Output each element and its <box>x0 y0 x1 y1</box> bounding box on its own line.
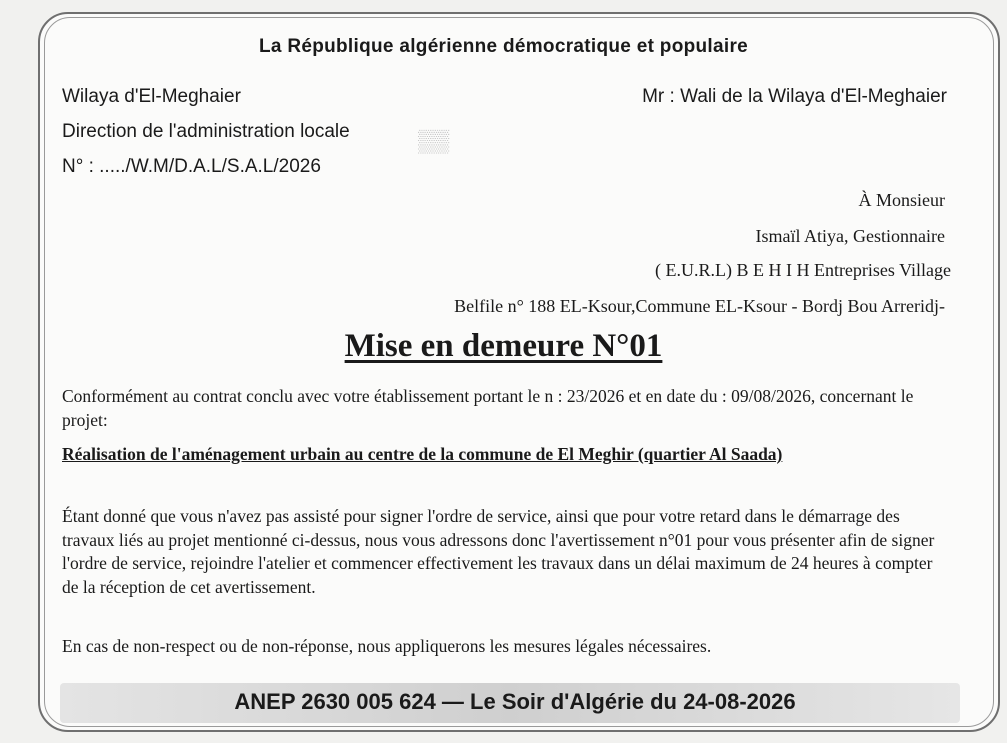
intro-paragraph: Conformément au contrat conclu avec votre établissement portant le n : 23/2026 et en date du : 09/08/2026, concernant le projet: <box>62 386 914 430</box>
faded-stamp-mark: ▒▒ <box>418 128 450 153</box>
recipient-title: Mr : Wali de la Wilaya d'El-Meghaier <box>642 86 947 107</box>
republic-title: La République algérienne démocratique et populaire <box>258 36 749 57</box>
project-title: Réalisation de l'aménagement urbain au centre de la commune de El Meghir (quartier Al Saada) <box>62 444 783 464</box>
footer-publication: ANEP 2630 005 624 — Le Soir d'Algérie du 24-08-2026 <box>234 689 796 714</box>
direction-name: Direction de l'administration locale <box>62 121 350 142</box>
body-paragraph: Étant donné que vous n'avez pas assisté pour signer l'ordre de service, ainsi que pour votre retard dans le démarrage des travaux liés au projet mentionné ci-dessus, nous vous adressons donc l'avertissement n°01 pour vous présenter afin de signer l'ordre de service, rejoindre l'atelier et commencer effectivement les travaux dans un délai maximum de 24 heures à compter de la réception de cet avertissement. <box>62 506 935 597</box>
document-heading: Mise en demeure N°01 <box>344 328 663 364</box>
address-location: Belfile n° 188 EL-Ksour,Commune EL-Ksour - Bordj Bou Arreridj- <box>454 296 945 316</box>
address-name: Ismaïl Atiya, Gestionnaire <box>755 226 945 246</box>
closing-paragraph: En cas de non-respect ou de non-réponse, nous appliquerons les mesures légales nécessaires. <box>62 636 712 656</box>
wilaya-name: Wilaya d'El-Meghaier <box>62 86 241 107</box>
reference-number: N° : ...../W.M/D.A.L/S.A.L/2026 <box>62 156 321 177</box>
address-company: ( E.U.R.L) B E H I H Entreprises Village <box>654 260 951 280</box>
address-salutation: À Monsieur <box>858 190 945 210</box>
